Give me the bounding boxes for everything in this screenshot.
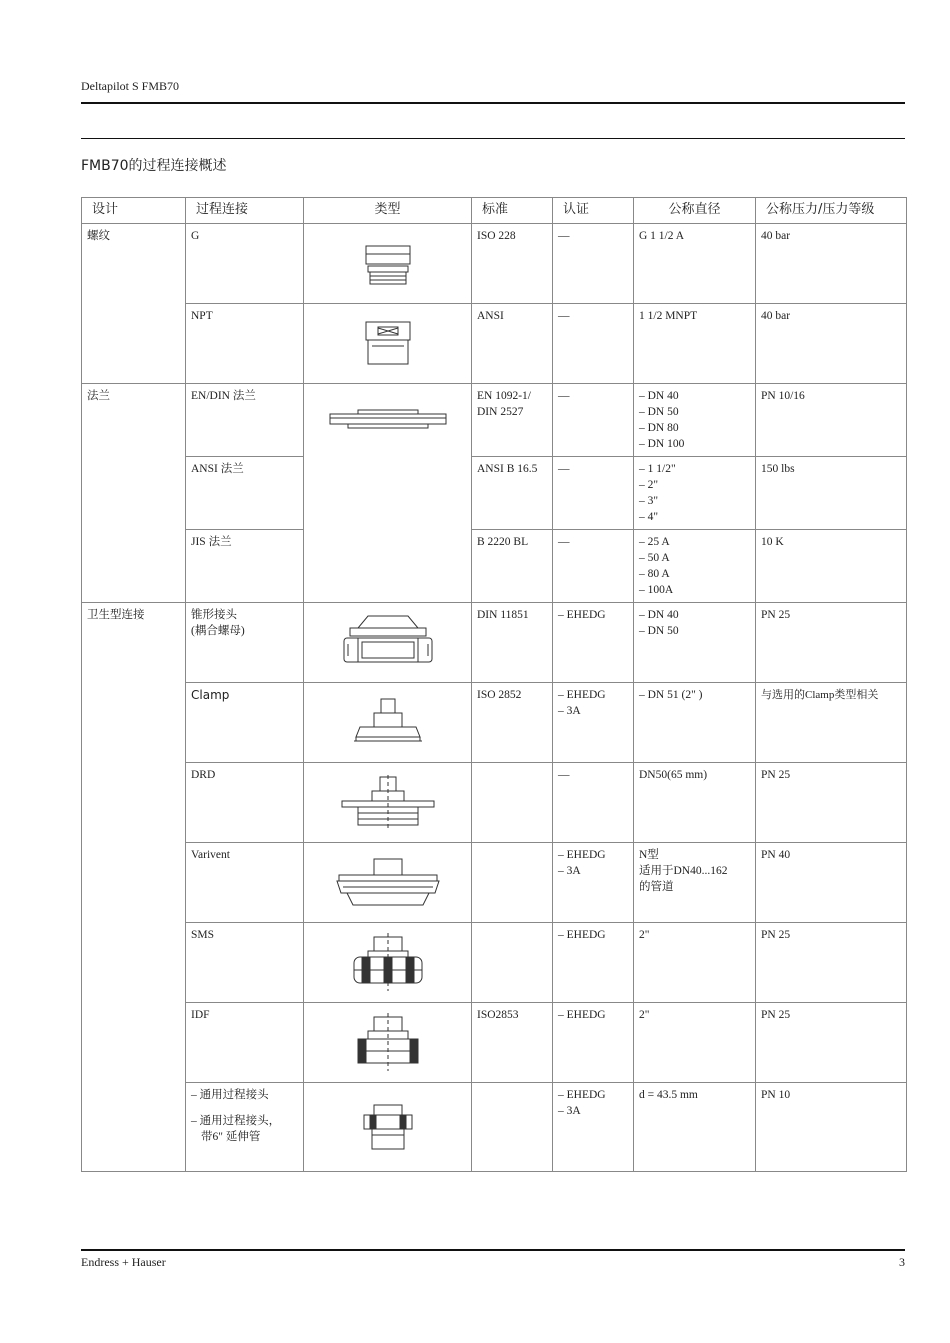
dia-g: G 1 1/2 A bbox=[634, 224, 756, 304]
group-hygienic: 卫生型连接 bbox=[82, 603, 186, 1172]
col-design: 设计 bbox=[82, 198, 186, 224]
std-clamp: ISO 2852 bbox=[472, 683, 553, 763]
dia-universal: d = 43.5 mm bbox=[634, 1083, 756, 1172]
std-drd bbox=[472, 763, 553, 843]
idf-drawing bbox=[304, 1003, 472, 1083]
footer-company: Endress + Hauser bbox=[81, 1255, 166, 1269]
conn-universal bbox=[186, 1083, 304, 1172]
conn-ansi: ANSI 法兰 bbox=[186, 457, 304, 530]
group-flange: 法兰 bbox=[82, 384, 186, 603]
cert-clamp bbox=[553, 683, 634, 763]
header-rule bbox=[81, 102, 905, 104]
pn-drd: PN 25 bbox=[756, 763, 907, 843]
cert-sms: – EHEDG bbox=[553, 923, 634, 1003]
table-row bbox=[82, 384, 907, 457]
cert-ansi: — bbox=[553, 457, 634, 530]
pn-universal: PN 10 bbox=[756, 1083, 907, 1172]
std-npt: ANSI bbox=[472, 304, 553, 384]
col-type: 类型 bbox=[304, 198, 472, 224]
cert-npt: — bbox=[553, 304, 634, 384]
flange-drawing bbox=[304, 384, 472, 603]
table-row bbox=[82, 603, 907, 683]
npt-thread-drawing bbox=[304, 304, 472, 384]
varivent-drawing bbox=[304, 843, 472, 923]
cert-varivent bbox=[553, 843, 634, 923]
table-row bbox=[82, 1083, 907, 1172]
col-standard: 标准 bbox=[472, 198, 553, 224]
dia-cone bbox=[634, 603, 756, 683]
conn-cone-line1: 锥形接头 bbox=[191, 609, 237, 621]
table-row bbox=[82, 843, 907, 923]
dia-en-item: – DN 80 bbox=[639, 422, 679, 434]
table-row bbox=[82, 683, 907, 763]
dia-jis-item: – 100A bbox=[639, 584, 674, 596]
section-rule bbox=[81, 138, 905, 139]
clamp-drawing bbox=[304, 683, 472, 763]
col-nominal-pressure: 公称压力/压力等级 bbox=[756, 198, 907, 224]
dia-ansi bbox=[634, 457, 756, 530]
col-nominal-diameter: 公称直径 bbox=[634, 198, 756, 224]
cert-cone: – EHEDG bbox=[553, 603, 634, 683]
table-row bbox=[82, 530, 907, 603]
col-certification: 认证 bbox=[553, 198, 634, 224]
pn-sms: PN 25 bbox=[756, 923, 907, 1003]
conn-universal-line1: – 通用过程接头 bbox=[191, 1089, 269, 1101]
conn-cone-line2: (耦合螺母) bbox=[191, 625, 245, 637]
conn-npt: NPT bbox=[186, 304, 304, 384]
table-header-row bbox=[82, 198, 907, 224]
table-row bbox=[82, 763, 907, 843]
conn-drd: DRD bbox=[186, 763, 304, 843]
cert-varivent-item: – 3A bbox=[558, 865, 581, 877]
dia-jis-item: – 25 A bbox=[639, 536, 670, 548]
cert-universal-item: – EHEDG bbox=[558, 1089, 606, 1101]
conn-universal-line2: – 通用过程接头， bbox=[191, 1115, 281, 1127]
std-jis: B 2220 BL bbox=[472, 530, 553, 603]
dia-ansi-item: – 2" bbox=[639, 479, 659, 491]
pn-cone: PN 25 bbox=[756, 603, 907, 683]
group-thread: 螺纹 bbox=[82, 224, 186, 384]
dia-cone-item: – DN 50 bbox=[639, 625, 679, 637]
table-row bbox=[82, 923, 907, 1003]
cert-idf: – EHEDG bbox=[553, 1003, 634, 1083]
pn-g: 40 bar bbox=[756, 224, 907, 304]
cert-varivent-item: – EHEDG bbox=[558, 849, 606, 861]
dia-npt: 1 1/2 MNPT bbox=[634, 304, 756, 384]
footer-rule bbox=[81, 1249, 905, 1251]
table-row bbox=[82, 304, 907, 384]
conn-en: EN/DIN 法兰 bbox=[186, 384, 304, 457]
cone-coupling-drawing bbox=[304, 603, 472, 683]
dia-ansi-item: – 1 1/2" bbox=[639, 463, 676, 475]
conn-jis: JIS 法兰 bbox=[186, 530, 304, 603]
std-g: ISO 228 bbox=[472, 224, 553, 304]
std-cone: DIN 11851 bbox=[472, 603, 553, 683]
cert-universal bbox=[553, 1083, 634, 1172]
dia-varivent-line: N型 bbox=[639, 849, 659, 861]
cert-jis: — bbox=[553, 530, 634, 603]
pn-en: PN 10/16 bbox=[756, 384, 907, 457]
dia-en-item: – DN 40 bbox=[639, 390, 679, 402]
dia-ansi-item: – 3" bbox=[639, 495, 659, 507]
pn-jis: 10 K bbox=[756, 530, 907, 603]
cert-clamp-item: – EHEDG bbox=[558, 689, 606, 701]
cert-drd: — bbox=[553, 763, 634, 843]
process-connection-table bbox=[81, 197, 907, 1172]
dia-ansi-item: – 4" bbox=[639, 511, 659, 523]
dia-en bbox=[634, 384, 756, 457]
conn-sms: SMS bbox=[186, 923, 304, 1003]
dia-en-item: – DN 100 bbox=[639, 438, 685, 450]
dia-drd: DN50(65 mm) bbox=[634, 763, 756, 843]
pn-ansi: 150 lbs bbox=[756, 457, 907, 530]
dia-varivent-line: 适用于DN40...162 bbox=[639, 865, 728, 877]
conn-universal-line3: 带6" 延伸管 bbox=[201, 1131, 261, 1143]
sms-drawing bbox=[304, 923, 472, 1003]
std-en-line1: EN 1092-1/ bbox=[477, 390, 531, 402]
table-row bbox=[82, 1003, 907, 1083]
g-thread-drawing bbox=[304, 224, 472, 304]
pn-npt: 40 bar bbox=[756, 304, 907, 384]
dia-en-item: – DN 50 bbox=[639, 406, 679, 418]
dia-varivent-line: 的管道 bbox=[639, 881, 674, 893]
cert-g: — bbox=[553, 224, 634, 304]
cert-en: — bbox=[553, 384, 634, 457]
dia-jis-item: – 80 A bbox=[639, 568, 670, 580]
dia-cone-item: – DN 40 bbox=[639, 609, 679, 621]
dia-sms: 2" bbox=[634, 923, 756, 1003]
std-universal bbox=[472, 1083, 553, 1172]
col-process-connection: 过程连接 bbox=[186, 198, 304, 224]
dia-clamp: – DN 51 (2" ) bbox=[634, 683, 756, 763]
dia-idf: 2" bbox=[634, 1003, 756, 1083]
cert-clamp-item: – 3A bbox=[558, 705, 581, 717]
std-en-line2: DIN 2527 bbox=[477, 406, 524, 418]
pn-idf: PN 25 bbox=[756, 1003, 907, 1083]
dia-varivent bbox=[634, 843, 756, 923]
conn-g: G bbox=[186, 224, 304, 304]
std-varivent bbox=[472, 843, 553, 923]
section-title: FMB70的过程连接概述 bbox=[81, 158, 227, 174]
std-sms bbox=[472, 923, 553, 1003]
std-idf: ISO2853 bbox=[472, 1003, 553, 1083]
dia-jis bbox=[634, 530, 756, 603]
std-ansi: ANSI B 16.5 bbox=[472, 457, 553, 530]
table-row bbox=[82, 457, 907, 530]
std-en bbox=[472, 384, 553, 457]
drd-drawing bbox=[304, 763, 472, 843]
conn-varivent: Varivent bbox=[186, 843, 304, 923]
document-header-title: Deltapilot S FMB70 bbox=[81, 79, 180, 93]
page-number: 3 bbox=[899, 1255, 905, 1269]
dia-jis-item: – 50 A bbox=[639, 552, 670, 564]
conn-cone bbox=[186, 603, 304, 683]
conn-clamp: Clamp bbox=[186, 683, 304, 763]
pn-varivent: PN 40 bbox=[756, 843, 907, 923]
conn-idf: IDF bbox=[186, 1003, 304, 1083]
table-row bbox=[82, 224, 907, 304]
cert-universal-item: – 3A bbox=[558, 1105, 581, 1117]
pn-clamp: 与选用的Clamp类型相关 bbox=[756, 683, 907, 763]
universal-adapter-drawing bbox=[304, 1083, 472, 1172]
